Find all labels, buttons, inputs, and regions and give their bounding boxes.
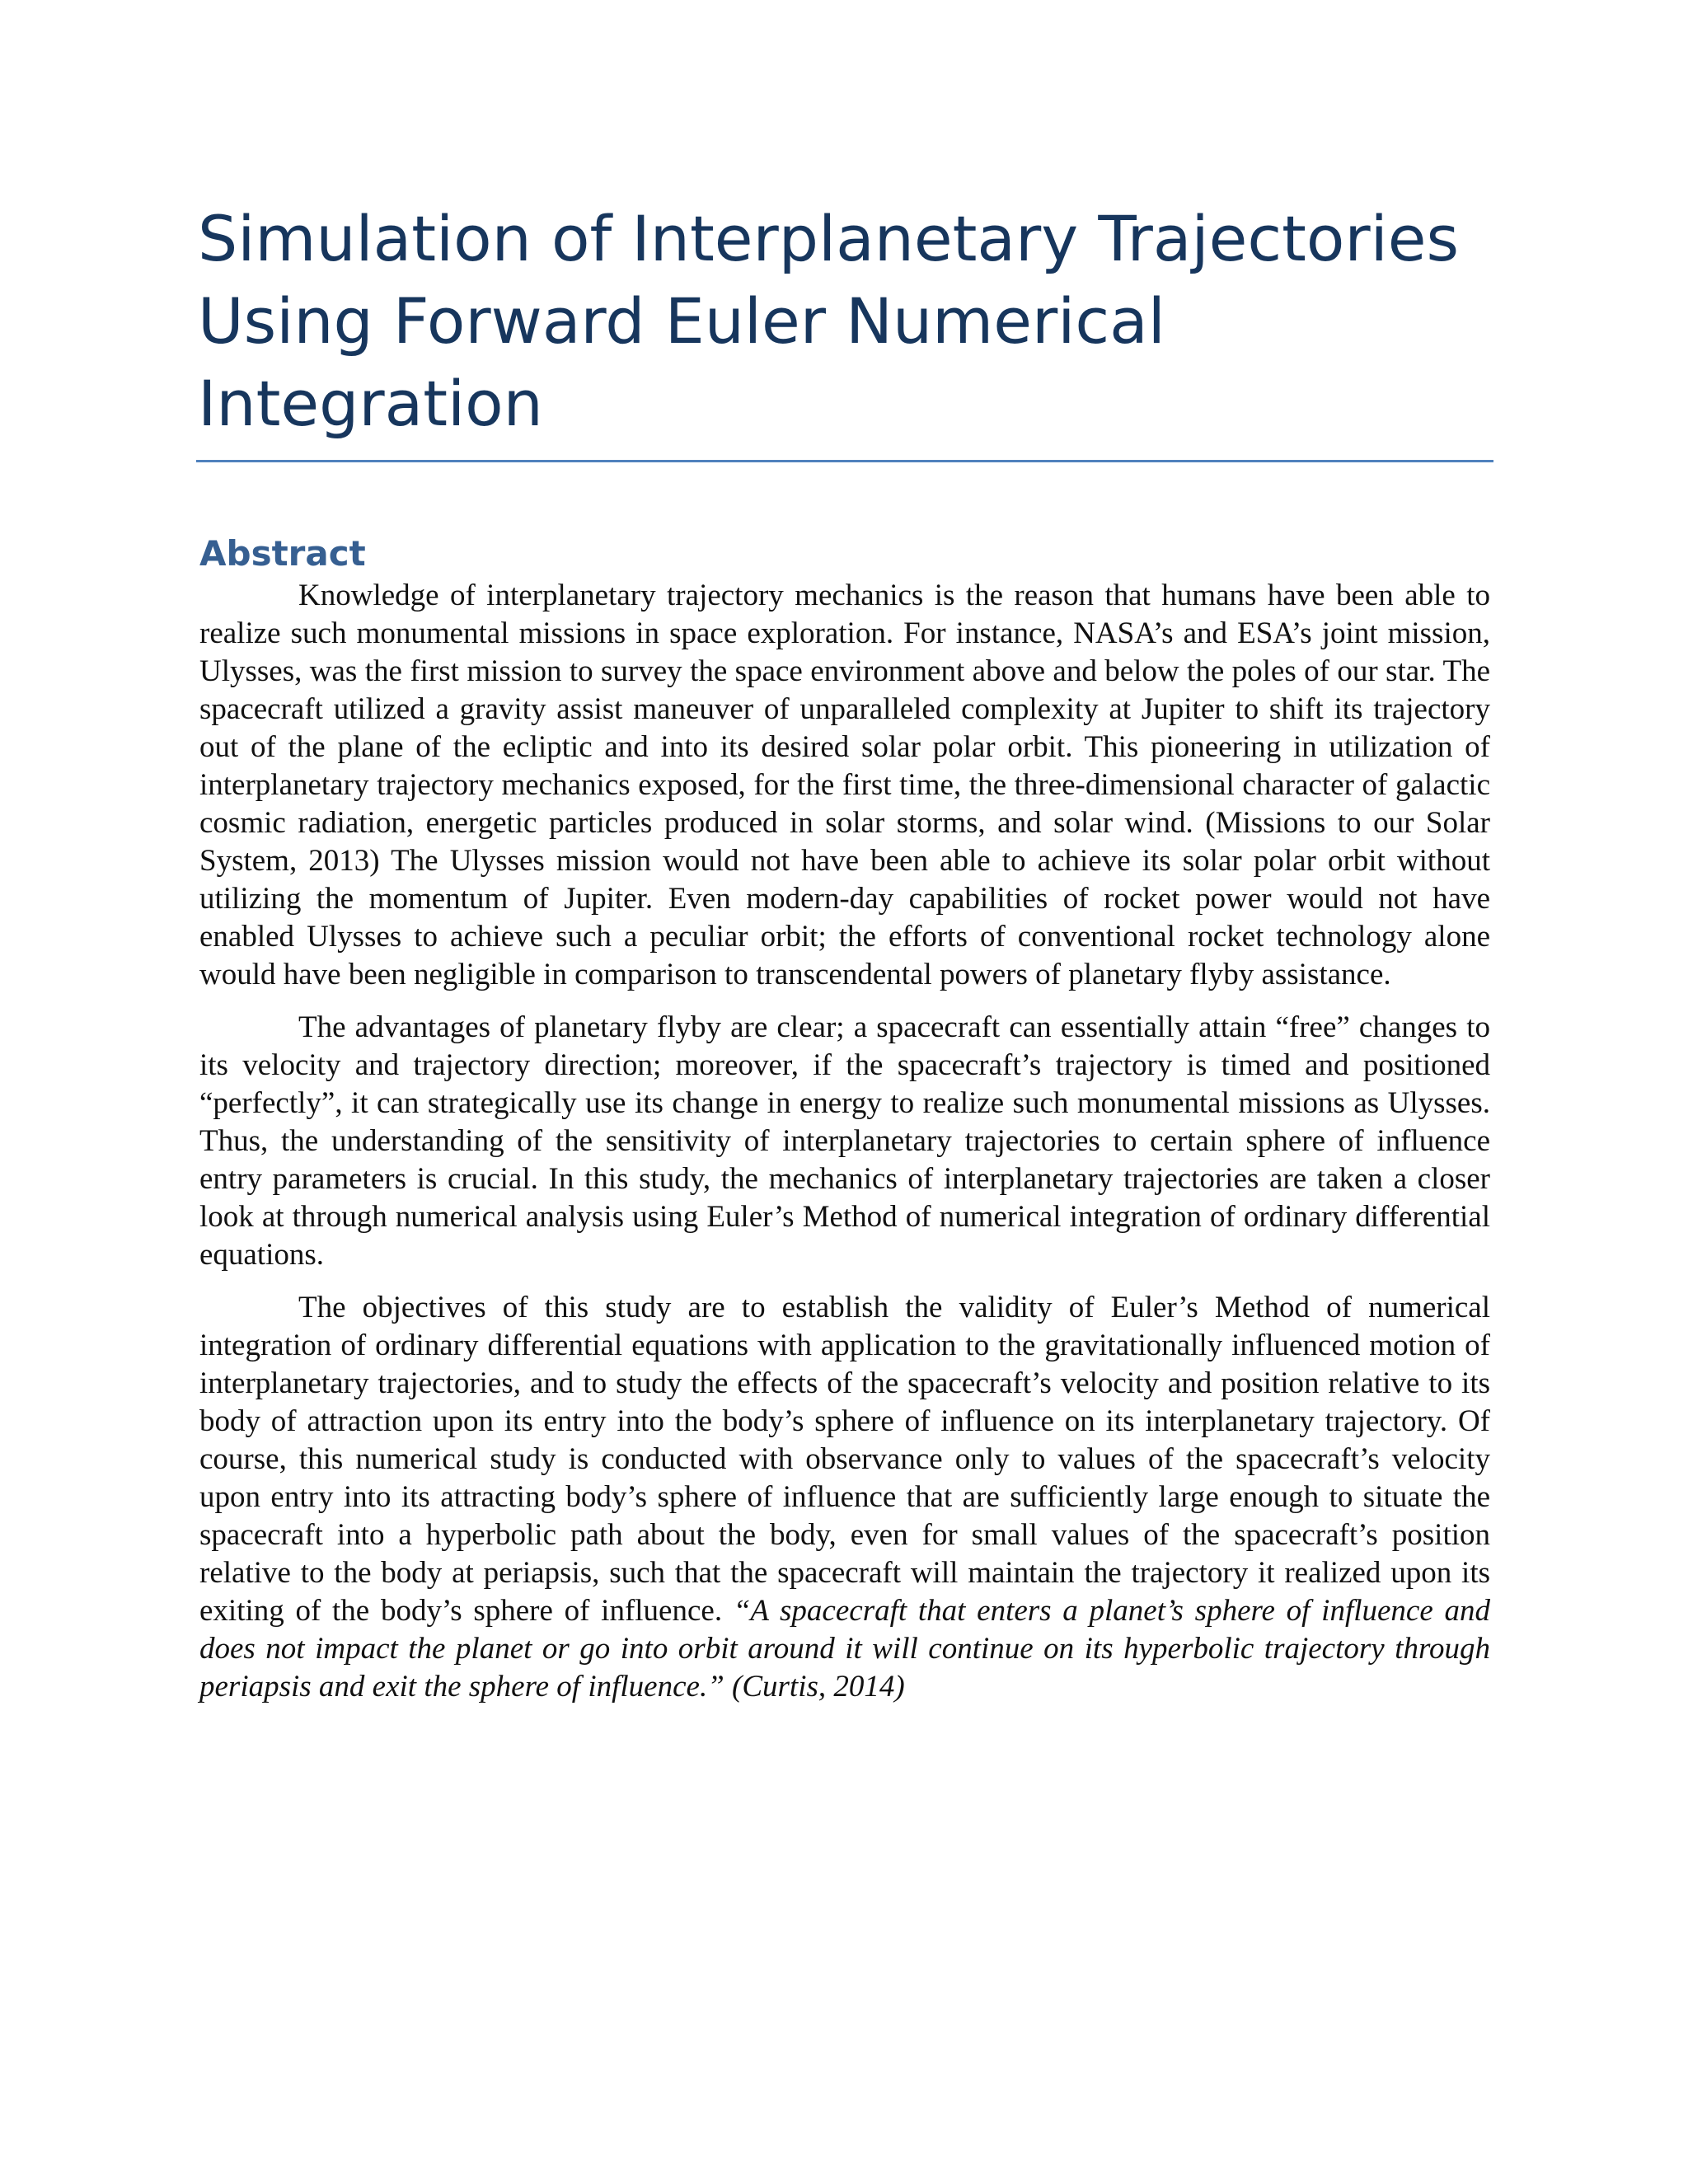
abstract-heading: Abstract <box>199 533 366 574</box>
curtis-quote: “A spacecraft that enters a planet’s sphere of influence and does not impact the planet or go into orbit around it will continue on its hyperbolic trajectory through periapsis and exit the sphere of influence.” (Curtis, 2014) <box>199 1594 1490 1704</box>
title-line-1: Simulation of Interplanetary Trajectories <box>198 202 1460 275</box>
title-line-2: Using Forward Euler Numerical <box>198 284 1165 358</box>
abstract-section <box>199 531 1490 1721</box>
title-underline-divider <box>196 460 1493 462</box>
paragraph-3-text: The objectives of this study are to establish the validity of Euler’s Method of numerical integration of ordinary differential equations with application to the gravitationally influenced motion of interplanetary trajectories, and to study the effects of the spacecraft’s velocity and position relative to its body of attraction upon its entry into the body’s sphere of influence on its interplanetary trajectory. Of course, this numerical study is conducted with observance only to values of the spacecraft’s velocity upon entry into its attracting body’s sphere of influence that are sufficiently large enough to situate the spacecraft into a hyperbolic path about the body, even for small values of the spacecraft’s position relative to the body at periapsis, such that the spacecraft will maintain the trajectory it realized upon its exiting of the body’s sphere of influence. <box>199 1291 1490 1628</box>
abstract-paragraph-3 <box>199 1289 1490 1706</box>
abstract-paragraph-1: Knowledge of interplanetary trajectory mechanics is the reason that humans have been able to realize such monumental missions in space exploration. For instance, NASA’s and ESA’s joint mission, Ulysses, was the first mission to survey the space environment above and below the poles of our star. The spacecraft utilized a gravity assist maneuver of unparalleled complexity at Jupiter to shift its trajectory out of the plane of the ecliptic and into its desired solar polar orbit. This pioneering in utilization of interplanetary trajectory mechanics exposed, for the first time, the three-dimensional character of galactic cosmic radiation, energetic particles produced in solar storms, and solar wind. (Missions to our Solar System, 2013) The Ulysses mission would not have been able to achieve its solar polar orbit without utilizing the momentum of Jupiter. Even modern-day capabilities of rocket power would not have enabled Ulysses to achieve such a peculiar orbit; the efforts of conventional rocket technology alone would have been negligible in comparison to transcendental powers of planetary flyby assistance. <box>199 579 1490 991</box>
document-title <box>198 198 1492 445</box>
title-line-3: Integration <box>198 367 543 440</box>
abstract-paragraph-2: The advantages of planetary flyby are clear; a spacecraft can essentially attain “free” changes to its velocity and trajectory direction; moreover, if the spacecraft’s trajectory is timed and positioned “perfectly”, it can strategically use its change in energy to realize such monumental missions as Ulysses. Thus, the understanding of the sensitivity of interplanetary trajectories to certain sphere of influence entry parameters is crucial. In this study, the mechanics of interplanetary trajectories are taken a closer look at through numerical analysis using Euler’s Method of numerical integration of ordinary differential equations. <box>199 1010 1490 1272</box>
